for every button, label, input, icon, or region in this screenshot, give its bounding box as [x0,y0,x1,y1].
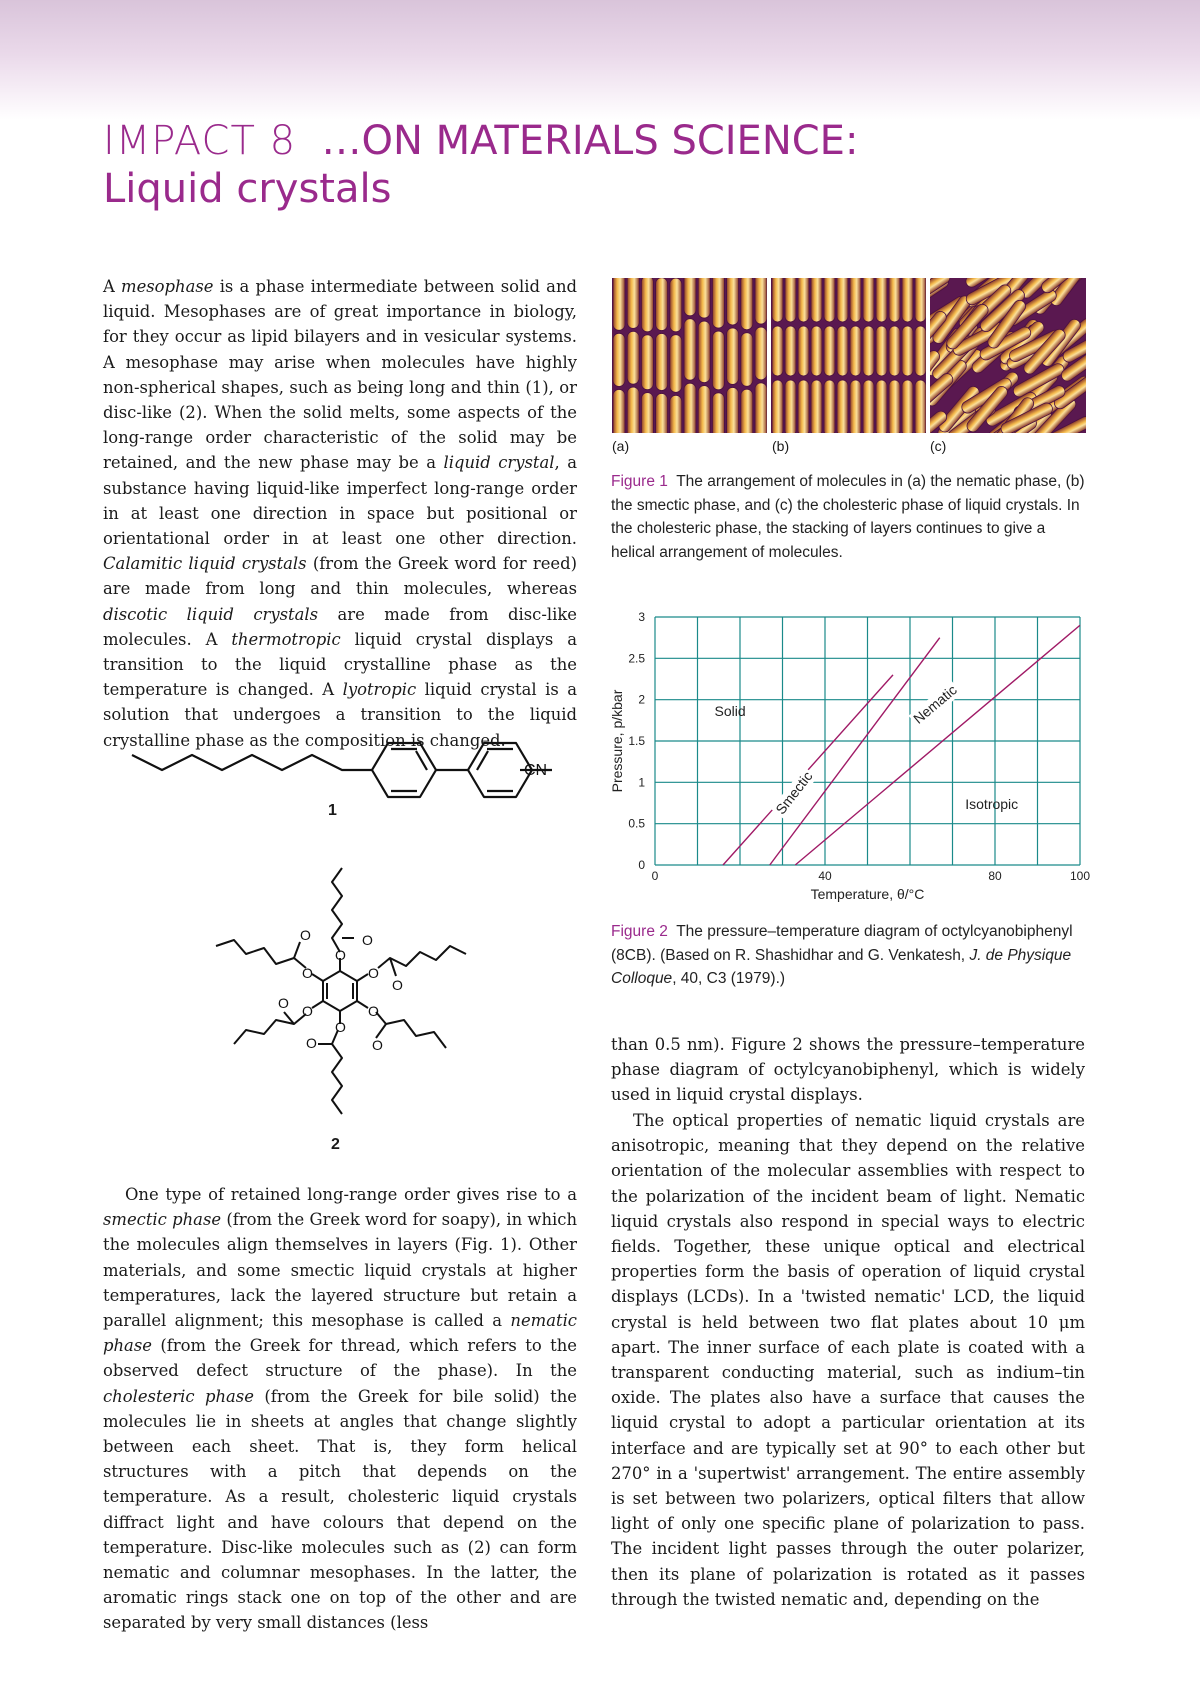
molecule-rod [837,326,848,376]
figure-2-label: Figure 2 [611,923,668,940]
y-tick-label: 2 [638,692,645,707]
molecule-rod [889,380,900,436]
molecule-rod [698,386,710,436]
molecule-rod [850,278,861,322]
molecule-rod [876,380,887,436]
molecule-rod [902,278,913,322]
phase-region-label: Nematic [910,681,960,727]
molecule-rod [902,380,913,436]
figure-2-caption-text: The pressure–temperature diagram of octylcyanobiphenyl (8CB). (Based on R. Shashidhar and G. Venkatesh, J. de Physique Colloque, 40, C3 (1979).) [611,923,1073,987]
molecule-rod [741,389,753,436]
molecule-rod [798,278,809,322]
molecule-rod [772,380,783,436]
header-band [0,0,1200,120]
figure-1-panel-a-label: (a) [612,438,630,454]
figure-1-panel-c-label: (c) [930,438,947,454]
page-title [103,118,1103,212]
molecule-rod [863,380,874,436]
molecule-2-label: 2 [331,1136,340,1153]
figure-1-caption [611,470,1085,564]
oxygen-label: O [362,932,373,948]
molecule-rod [627,331,639,384]
molecule-rod [811,326,822,376]
molecule-rod [824,278,835,322]
molecule-rod [613,278,625,330]
y-tick-label: 3 [638,610,645,624]
molecule-rod [712,393,724,436]
molecule-rod [656,278,668,330]
y-tick-label: 1.5 [628,734,645,748]
molecule-rod [727,278,739,325]
molecule-1-label: 1 [328,802,337,819]
x-tick-label: 80 [988,869,1002,883]
y-tick-label: 2.5 [628,651,645,666]
molecule-rod [727,328,739,384]
impact-number: IMPACT 8 [103,118,297,164]
molecule-rod [698,321,710,383]
phase-region-label: Smectic [772,768,816,818]
molecule-rod [863,278,874,322]
figure-1-label: Figure 1 [611,473,668,490]
oxygen-label: O [302,1003,313,1019]
molecule-rod [627,278,639,328]
molecule-1-structure [120,735,560,825]
oxygen-label: O [278,995,289,1011]
oxygen-label: O [368,965,379,981]
oxygen-label: O [302,965,313,981]
oxygen-label: O [335,947,346,963]
phase-boundary-line [770,638,940,865]
body-paragraph-1: A mesophase is a phase intermediate between solid and liquid. Mesophases are of great importance in biology, for they occur as lipid bilayers and in vesicular systems. A mesophase may arise when molecules have highly non-spherical shapes, such as being long and thin (1), or disc-like (2). When the solid melts, some aspects of the long-range order characteristic of the solid may be retained, and the new phase may be a liquid crystal, a substance having liquid-like imperfect long-range order in at least one direction in space but positional or orientational order in at least one other direction. Calamitic liquid crystals (from the Greek word for reed) are made from long and thin molecules, whereas discotic liquid crystals are made from disc-like molecules. A thermotropic liquid crystal displays a transition to the liquid crystalline phase as the temperature is changed. A lyotropic liquid crystal is a solution that undergoes a transition to the liquid crystalline phase as the composition is changed. [103,277,578,750]
molecule-rod [785,380,796,436]
molecule-rod [889,326,900,376]
molecule-rod [656,333,668,390]
x-tick-label: 0 [651,869,659,883]
molecule-rod [785,278,796,322]
molecule-rod [613,333,625,386]
molecule-rod [627,387,639,436]
molecule-rod [641,393,653,436]
figure-2-caption [611,920,1085,991]
molecule-rod [889,278,900,322]
molecule-rod [741,278,753,330]
phase-region-label: Solid [714,703,746,720]
molecule-rod [670,278,682,332]
molecule-rod [656,393,668,436]
molecule-rod [613,389,625,436]
molecule-rod [755,383,767,436]
molecule-rod [863,326,874,376]
impact-topic: …ON MATERIALS SCIENCE: [321,118,859,164]
molecule-rod [641,335,653,390]
molecule-rod [811,380,822,436]
figure-1-image [612,278,1086,436]
molecule-rod [915,326,926,376]
x-tick-label: 40 [818,869,832,883]
oxygen-label: O [306,1035,317,1051]
oxygen-label: O [372,1037,383,1053]
molecule-rod [684,319,696,380]
molecule-rod [915,278,926,322]
y-tick-label: 0.5 [628,816,645,831]
molecule-rod [915,380,926,436]
molecule-rod [837,278,848,322]
molecule-rod [670,395,682,436]
x-axis-label: Temperature, θ/°C [810,886,925,902]
molecule-rod [755,278,767,324]
molecule-rod [798,380,809,436]
molecule-rod [837,380,848,436]
y-tick-label: 1 [638,775,645,790]
y-tick-label: 0 [638,858,645,872]
oxygen-label: O [300,927,311,943]
molecule-rod [902,326,913,376]
molecule-2-structure [210,848,470,1118]
molecule-rod [811,278,822,322]
molecule-rod [727,387,739,436]
y-axis-label: Pressure, p/kbar [609,689,625,793]
molecule-rod [641,278,653,332]
body-paragraph-4: The optical properties of nematic liquid crystals are anisotropic, meaning that they depend on the relative orientation of the molecular assemblies with respect to the polarization of the incident beam of light. Nematic liquid crystals also respond in special ways to electric fields. Together, these unique optical and electrical properties form the basis of operation of liquid crystal displays (LCDs). In a 'twisted nematic' LCD, the liquid crystal is held between two flat plates about 10 μm apart. The inner surface of each plate is coated with a transparent conducting material, such as indium–tin oxide. The plates also have a surface that causes the liquid crystal to adopt a particular orientation at its interface and are typically set at 90° to each other but 270° in a 'supertwist' arrangement. The entire assembly is set between two polarizers, optical filters that allow light of only one specific plane of polarization to pass. The incident light passes through the outer polarizer, then its plane of polarization is rotated as it passes through the twisted nematic and, depending on the [611,1111,1085,1609]
molecule-rod [684,383,696,436]
molecule-rod [772,278,783,322]
molecule-rod [712,278,724,328]
oxygen-label: O [368,1003,379,1019]
phase-region-label: Isotropic [965,795,1019,812]
figure-2-chart [600,605,1100,915]
body-paragraph-2: One type of retained long-range order gives rise to a smectic phase (from the Greek word for soapy), in which the molecules align themselves in layers (Fig. 1). Other materials, and some smectic liquid crystals at higher temperatures, lack the layered structure but retain a parallel alignment; this mesophase is called a nematic phase (from the Greek for thread, which refers to the observed defect structure of the phase). In the cholesteric phase (from the Greek for bile solid) the molecules lie in sheets at angles that change slightly between each sheet. That is, they form helical structures with a pitch that depends on the temperature. As a result, cholesteric liquid crystals diffract light and have colours that depend on the temperature. Disc-like molecules such as (2) can form nematic and columnar mesophases. In the latter, the aromatic rings stack one on top of the other and are separated by very small distances (less [103,1185,578,1633]
molecule-rod [785,326,796,376]
figure-1-panel-b-label: (b) [772,438,790,454]
molecule-rod [712,331,724,390]
figure-1-caption-text: The arrangement of molecules in (a) the nematic phase, (b) the smectic phase, and (c) the cholesteric phase of liquid crystals. In the cholesteric phase, the stacking of layers continues to give a helical arrangement of molecules. [611,473,1085,561]
molecule-rod [670,335,682,393]
molecule-rod [850,326,861,376]
molecule-rod [876,278,887,322]
cyano-group-label: CN [524,762,548,779]
molecule-rod [755,327,767,380]
page-subtitle: Liquid crystals [103,166,392,212]
molecule-rod [698,278,710,318]
body-paragraph-3: than 0.5 nm). Figure 2 shows the pressure–temperature phase diagram of octylcyanobiphenyl, which is widely used in liquid crystal displays. [611,1035,1085,1105]
molecule-rod [741,333,753,387]
oxygen-label: O [392,977,403,993]
molecule-rod [850,380,861,436]
molecule-rod [684,278,696,316]
molecule-rod [798,326,809,376]
molecule-rod [772,326,783,376]
x-tick-label: 100 [1069,869,1091,883]
molecule-rod [824,380,835,436]
molecule-rod [876,326,887,376]
oxygen-label: O [335,1019,346,1035]
molecule-rod [824,326,835,376]
